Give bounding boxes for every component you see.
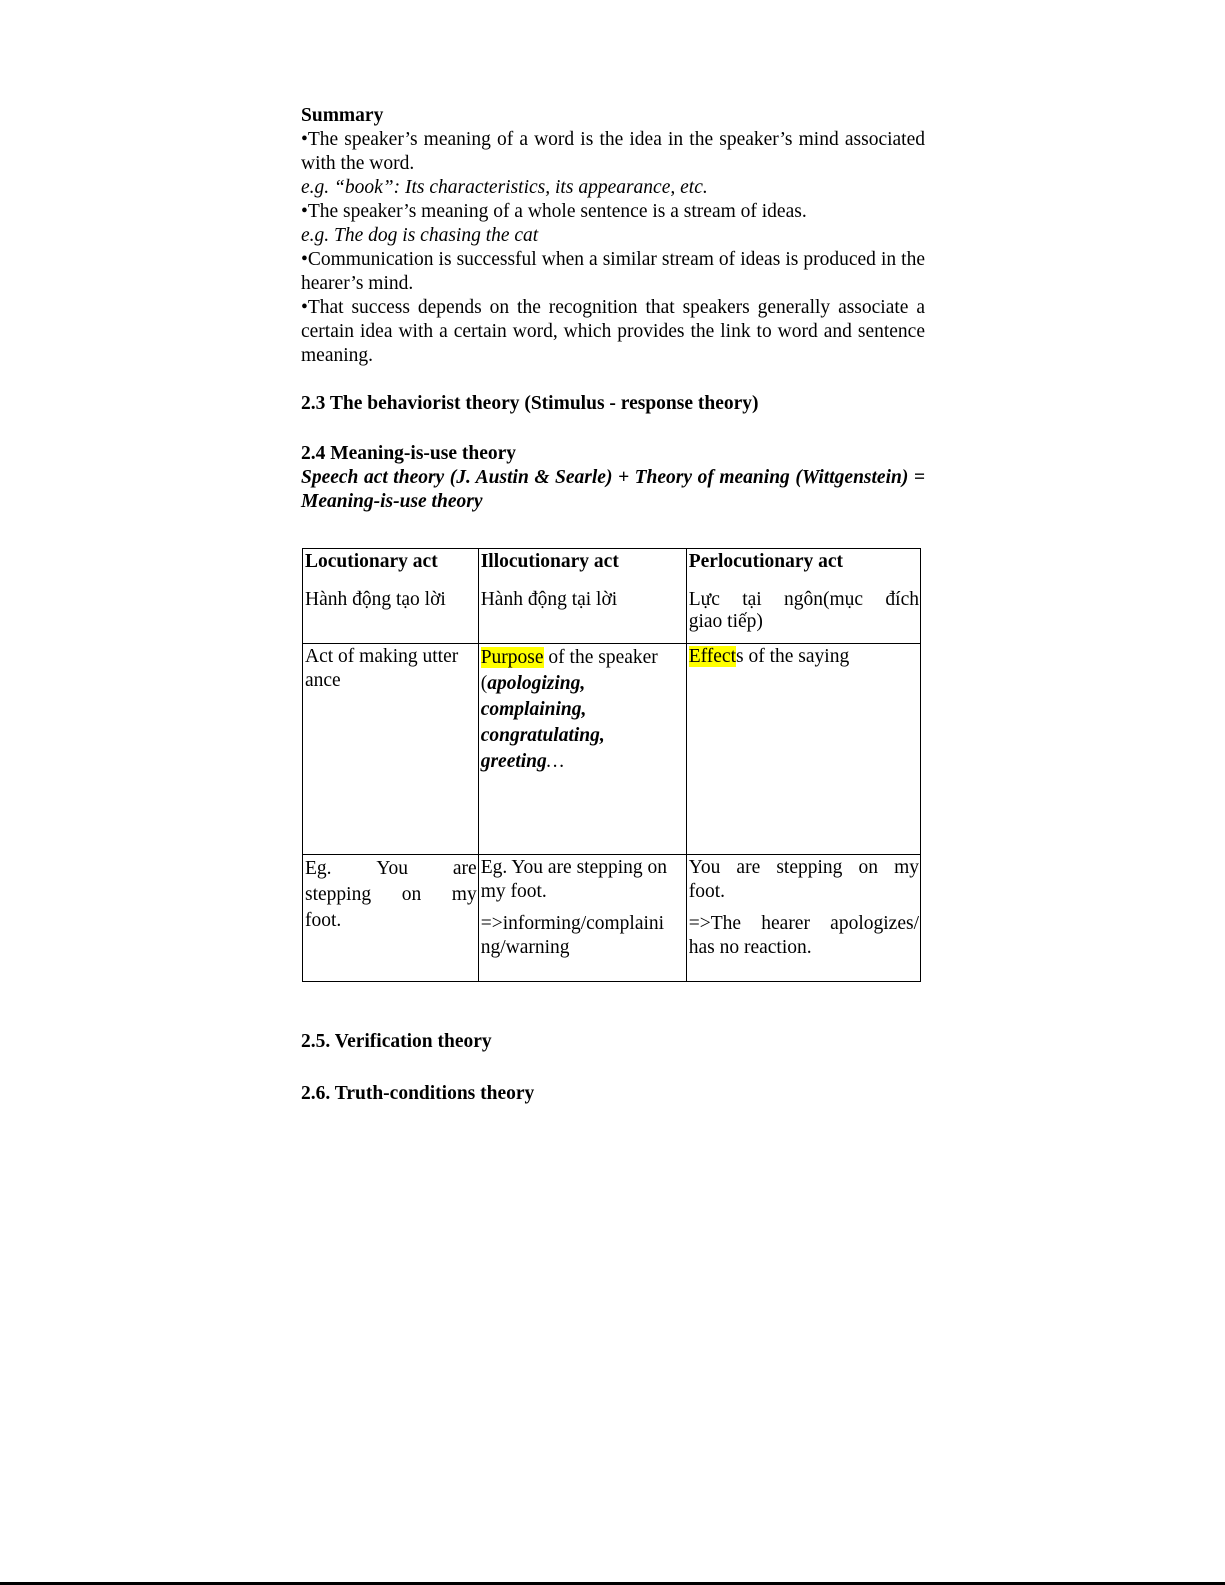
section-2-4-heading: 2.4 Meaning-is-use theory	[301, 443, 517, 464]
vietnamese-term: Hành động tạo lời	[305, 589, 446, 610]
vietnamese-term: Lực tại ngôn(mục đích	[688, 589, 919, 610]
column-header-illocutionary: Illocutionary act	[480, 551, 619, 572]
table-cell-locutionary-definition	[303, 644, 479, 855]
summary-point-2: •The speaker’s meaning of a whole sentence is a stream of ideas.	[301, 201, 807, 222]
example-line: Eg. You are stepping on	[480, 857, 668, 878]
example-line: stepping on my	[305, 884, 477, 905]
summary-example-1: e.g. “book”: Its characteristics, its appearance, etc.	[301, 177, 708, 198]
table-cell-illocutionary-example	[478, 855, 686, 982]
summary-example-2: e.g. The dog is chasing the cat	[301, 225, 539, 246]
document-page	[301, 104, 925, 1106]
example-list-item: greeting…	[480, 751, 565, 772]
table-cell-perlocutionary-header	[686, 549, 920, 644]
column-header-perlocutionary: Perlocutionary act	[688, 551, 844, 572]
summary-point-4: •That success depends on the recognition that speakers generally associate a certain idea with a certain word, which provides the link to word and sentence meaning.	[301, 297, 925, 366]
section-2-3-heading: 2.3 The behaviorist theory (Stimulus - response theory)	[301, 393, 759, 414]
vietnamese-term-continued: giao tiếp)	[688, 611, 763, 632]
table-cell-locutionary-header	[303, 549, 479, 644]
table-cell-perlocutionary-example	[686, 855, 920, 982]
section-2-4-subtitle: Speech act theory (J. Austin & Searle) + Theory of meaning (Wittgenstein) = Meaning-is-use theory	[301, 467, 925, 512]
speech-acts-table	[302, 548, 921, 982]
table-cell-illocutionary-definition	[478, 644, 686, 855]
summary-point-1: •The speaker’s meaning of a word is the idea in the speaker’s mind associated with the word.	[301, 129, 925, 174]
table-cell-illocutionary-header	[478, 549, 686, 644]
table-cell-locutionary-example	[303, 855, 479, 982]
highlighted-term: Purpose	[480, 647, 544, 668]
summary-heading: Summary	[301, 105, 384, 126]
result-line: has no reaction.	[688, 937, 812, 958]
definition-text: Effects of the saying	[688, 646, 850, 667]
example-line: my foot.	[480, 881, 547, 902]
table-cell-perlocutionary-definition	[686, 644, 920, 855]
definition-text: Purpose of the speaker	[480, 647, 658, 668]
highlighted-term: Effect	[688, 646, 736, 667]
example-list: (apologizing,	[480, 673, 586, 694]
example-line: foot.	[688, 881, 726, 902]
result-line: =>The hearer apologizes/	[688, 913, 919, 934]
vietnamese-term: Hành động tại lời	[480, 589, 618, 610]
table-row	[303, 549, 921, 644]
definition-text: Act of making utter	[305, 646, 459, 667]
column-header-locutionary: Locutionary act	[305, 551, 438, 572]
example-line: foot.	[305, 910, 342, 931]
table-row	[303, 644, 921, 855]
table-row	[303, 855, 921, 982]
result-line: ng/warning	[480, 937, 570, 958]
example-list-item: complaining,	[480, 699, 587, 720]
section-2-6-heading: 2.6. Truth-conditions theory	[301, 1083, 535, 1104]
example-line: You are stepping on my	[688, 857, 919, 878]
summary-point-3: •Communication is successful when a similar stream of ideas is produced in the hearer’s mind.	[301, 249, 925, 294]
example-list-item: congratulating,	[480, 725, 605, 746]
section-2-5-heading: 2.5. Verification theory	[301, 1031, 492, 1052]
example-line: Eg. You are	[305, 858, 477, 879]
definition-text-continued: ance	[305, 670, 341, 691]
result-line: =>informing/complaini	[480, 913, 665, 934]
